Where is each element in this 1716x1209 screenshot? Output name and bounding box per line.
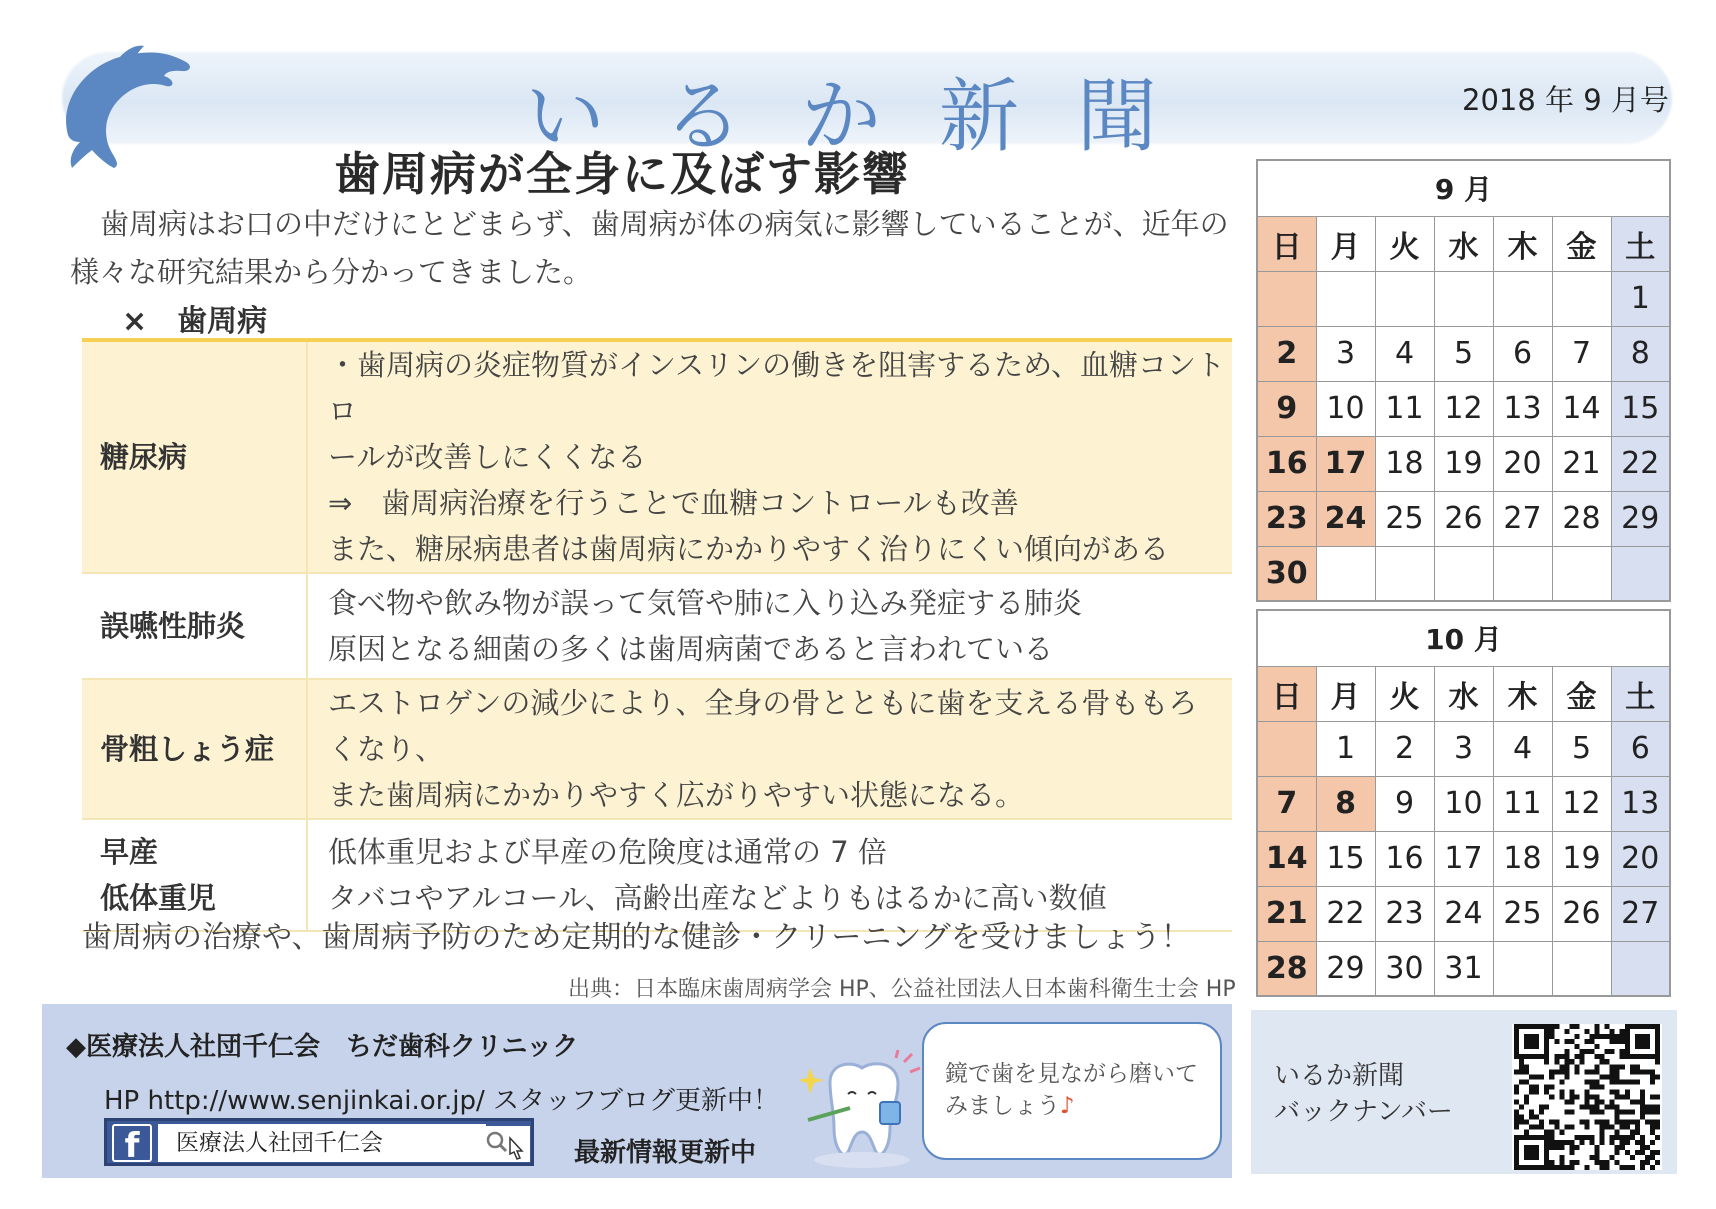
calendar-day (1316, 546, 1375, 601)
calendar-day: 29 (1611, 491, 1670, 546)
calendar-weekday: 日 (1257, 666, 1316, 721)
calendar-month-title: 9 月 (1257, 160, 1670, 216)
row-content (307, 340, 1232, 573)
calendar-day (1257, 721, 1316, 776)
calendar-day (1493, 546, 1552, 601)
dolphin-icon (58, 40, 198, 170)
row-line: 原因となる細菌の多くは歯周病菌であると言われている (328, 632, 1054, 666)
calendar-week-row (1257, 381, 1670, 436)
calendar-weekday: 火 (1375, 216, 1434, 271)
calendar-weekday-row (1257, 666, 1670, 721)
calendar-day: 13 (1611, 776, 1670, 831)
facebook-icon: f (112, 1124, 152, 1162)
calendar-day (1552, 271, 1611, 326)
calendar-day (1611, 546, 1670, 601)
calendar-day (1316, 271, 1375, 326)
calendar-day: 4 (1375, 326, 1434, 381)
issue-date: 2018 年 9 月号 (1462, 83, 1669, 117)
calendar-week-row (1257, 721, 1670, 776)
calendar-day: 15 (1611, 381, 1670, 436)
calendar-day: 10 (1434, 776, 1493, 831)
calendar-day (1552, 941, 1611, 996)
calendar-day (1257, 271, 1316, 326)
row-heading-line: 早産 (100, 835, 159, 869)
calendar-weekday: 水 (1434, 666, 1493, 721)
calendar-day: 8 (1316, 776, 1375, 831)
calendar-weekday-row (1257, 216, 1670, 271)
calendar-september (1256, 159, 1671, 602)
back-number-line: バックナンバー (1274, 1097, 1453, 1127)
calendar-weekday: 月 (1316, 666, 1375, 721)
calendar-day: 13 (1493, 381, 1552, 436)
row-line: ⇒ 歯周病治療を行うことで血糖コントロールも改善 (328, 486, 1019, 520)
calendar-day: 30 (1375, 941, 1434, 996)
calendar-day: 6 (1611, 721, 1670, 776)
section-label: × 歯周病 (122, 304, 268, 339)
calendar-day: 4 (1493, 721, 1552, 776)
homepage-link[interactable]: HP http://www.senjinkai.or.jp/ スタッフブログ更新中！ (104, 1086, 780, 1116)
calendar-day (1611, 941, 1670, 996)
calendar-week-row (1257, 546, 1670, 601)
calendar-day: 23 (1375, 886, 1434, 941)
calendar-weekday: 木 (1493, 666, 1552, 721)
calendar-day: 18 (1375, 436, 1434, 491)
calendar-day (1552, 546, 1611, 601)
calendar-month-row (1257, 160, 1670, 216)
qr-code-icon[interactable] (1512, 1024, 1662, 1170)
row-line: 食べ物や飲み物が誤って気管や肺に入り込み発症する肺炎 (328, 586, 1083, 620)
row-line: タバコやアルコール、高齢出産などよりもはるかに高い数値 (328, 881, 1107, 915)
calendar-day: 14 (1552, 381, 1611, 436)
search-cursor-icon (480, 1126, 530, 1162)
facebook-search-field[interactable]: 医療法人社団千仁会 (158, 1124, 486, 1162)
calendar-month-title: 10 月 (1257, 610, 1670, 666)
calendar-day: 1 (1316, 721, 1375, 776)
tooth-mascot-icon (800, 1050, 930, 1172)
row-line: 低体重児および早産の危険度は通常の 7 倍 (328, 835, 887, 869)
calendar-day (1375, 546, 1434, 601)
calendar-day: 30 (1257, 546, 1316, 601)
row-heading-line: 低体重児 (100, 881, 217, 915)
calendar-day: 28 (1257, 941, 1316, 996)
back-number-line: いるか新聞 (1274, 1061, 1405, 1091)
row-line: ールが改善しにくくなる (328, 440, 647, 474)
speech-bubble-text (945, 1058, 1215, 1122)
calendar-day: 22 (1611, 436, 1670, 491)
calendar-day: 19 (1434, 436, 1493, 491)
calendar-day: 6 (1493, 326, 1552, 381)
calendar-day: 20 (1611, 831, 1670, 886)
calendar-day (1375, 271, 1434, 326)
calendar-week-row (1257, 886, 1670, 941)
calendar-day: 9 (1375, 776, 1434, 831)
bubble-message: 鏡で歯を見ながら磨いてみましょう (945, 1061, 1198, 1119)
row-line: エストロゲンの減少により、全身の骨とともに歯を支える骨ももろくなり、 (328, 686, 1198, 766)
calendar-day: 26 (1552, 886, 1611, 941)
clinic-name: ◆医療法人社団千仁会 ちだ歯科クリニック (66, 1032, 579, 1062)
calendar-day: 8 (1611, 326, 1670, 381)
article-intro: 歯周病はお口の中だけにとどまらず、歯周病が体の病気に影響していることが、近年の様々な研究結果から分かってきました。 (70, 207, 1229, 289)
calendar-day: 5 (1434, 326, 1493, 381)
calendar-day: 10 (1316, 381, 1375, 436)
calendar-weekday: 金 (1552, 666, 1611, 721)
calendar-day: 1 (1611, 271, 1670, 326)
calendar-day: 29 (1316, 941, 1375, 996)
calendar-weekday: 日 (1257, 216, 1316, 271)
calendar-weekday: 火 (1375, 666, 1434, 721)
disease-table (82, 338, 1232, 932)
calendar-weekday: 水 (1434, 216, 1493, 271)
calendar-day: 18 (1493, 831, 1552, 886)
calendar-day: 25 (1375, 491, 1434, 546)
calendar-weekday: 木 (1493, 216, 1552, 271)
calendar-day: 17 (1316, 436, 1375, 491)
latest-news-label: 最新情報更新中 (574, 1138, 757, 1168)
row-line: ・歯周病の炎症物質がインスリンの働きを阻害するため、血糖コントロ (328, 348, 1225, 428)
calendar-day: 27 (1493, 491, 1552, 546)
calendar-week-row (1257, 831, 1670, 886)
table-row (82, 679, 1232, 819)
calendar-day: 16 (1375, 831, 1434, 886)
calendar-day: 17 (1434, 831, 1493, 886)
calendar-day: 27 (1611, 886, 1670, 941)
calendar-day: 7 (1257, 776, 1316, 831)
newsletter-title: いるか新聞 (525, 70, 1215, 163)
calendar-day: 11 (1375, 381, 1434, 436)
calendar-day: 2 (1375, 721, 1434, 776)
calendar-day: 31 (1434, 941, 1493, 996)
calendar-day (1434, 271, 1493, 326)
calendar-day: 3 (1316, 326, 1375, 381)
row-line: また歯周病にかかりやすく広がりやすい状態になる。 (328, 778, 1025, 812)
calendar-day: 26 (1434, 491, 1493, 546)
calendar-week-row (1257, 271, 1670, 326)
calendar-day: 12 (1552, 776, 1611, 831)
music-note-icon: ♪ (1060, 1093, 1075, 1119)
calendar-week-row (1257, 941, 1670, 996)
calendar-day: 19 (1552, 831, 1611, 886)
calendar-day: 12 (1434, 381, 1493, 436)
calendar-day: 25 (1493, 886, 1552, 941)
calendar-weekday: 金 (1552, 216, 1611, 271)
calendar-day: 23 (1257, 491, 1316, 546)
calendar-day (1434, 546, 1493, 601)
calendar-week-row (1257, 436, 1670, 491)
table-row (82, 573, 1232, 679)
calendar-weekday: 土 (1611, 666, 1670, 721)
row-heading: 糖尿病 (82, 340, 307, 573)
calendar-weekday: 月 (1316, 216, 1375, 271)
calendar-weekday: 土 (1611, 216, 1670, 271)
source-citation: 出典：日本臨床歯周病学会 HP、公益社団法人日本歯科衛生士会 HP (568, 977, 1236, 1002)
calendar-day (1493, 941, 1552, 996)
calendar-day: 16 (1257, 436, 1316, 491)
row-line: また、糖尿病患者は歯周病にかかりやすく治りにくい傾向がある (328, 532, 1170, 566)
calendar-day: 21 (1552, 436, 1611, 491)
calendar-day: 5 (1552, 721, 1611, 776)
calendar-day: 2 (1257, 326, 1316, 381)
calendar-october (1256, 609, 1671, 997)
calendar-day (1493, 271, 1552, 326)
calendar-day: 15 (1316, 831, 1375, 886)
calendar-day: 22 (1316, 886, 1375, 941)
calendar-day: 21 (1257, 886, 1316, 941)
row-heading: 骨粗しょう症 (82, 679, 307, 819)
calendar-day: 24 (1434, 886, 1493, 941)
calendar-day: 24 (1316, 491, 1375, 546)
calendar-week-row (1257, 491, 1670, 546)
table-row (82, 340, 1232, 573)
calendar-day: 11 (1493, 776, 1552, 831)
calendar-week-row (1257, 776, 1670, 831)
calendar-week-row (1257, 326, 1670, 381)
calendar-month-row (1257, 610, 1670, 666)
closing-text: 歯周病の治療や、歯周病予防のため定期的な健診・クリーニングを受けましょう！ (82, 920, 1191, 955)
row-content (307, 679, 1232, 819)
calendar-day: 14 (1257, 831, 1316, 886)
back-number-label (1274, 1058, 1453, 1130)
article-headline: 歯周病が全身に及ぼす影響 (334, 147, 910, 201)
calendar-day: 9 (1257, 381, 1316, 436)
calendar-day: 28 (1552, 491, 1611, 546)
calendar-day: 3 (1434, 721, 1493, 776)
row-heading: 誤嚥性肺炎 (82, 573, 307, 679)
calendar-day: 20 (1493, 436, 1552, 491)
row-content (307, 573, 1232, 679)
calendar-day: 7 (1552, 326, 1611, 381)
